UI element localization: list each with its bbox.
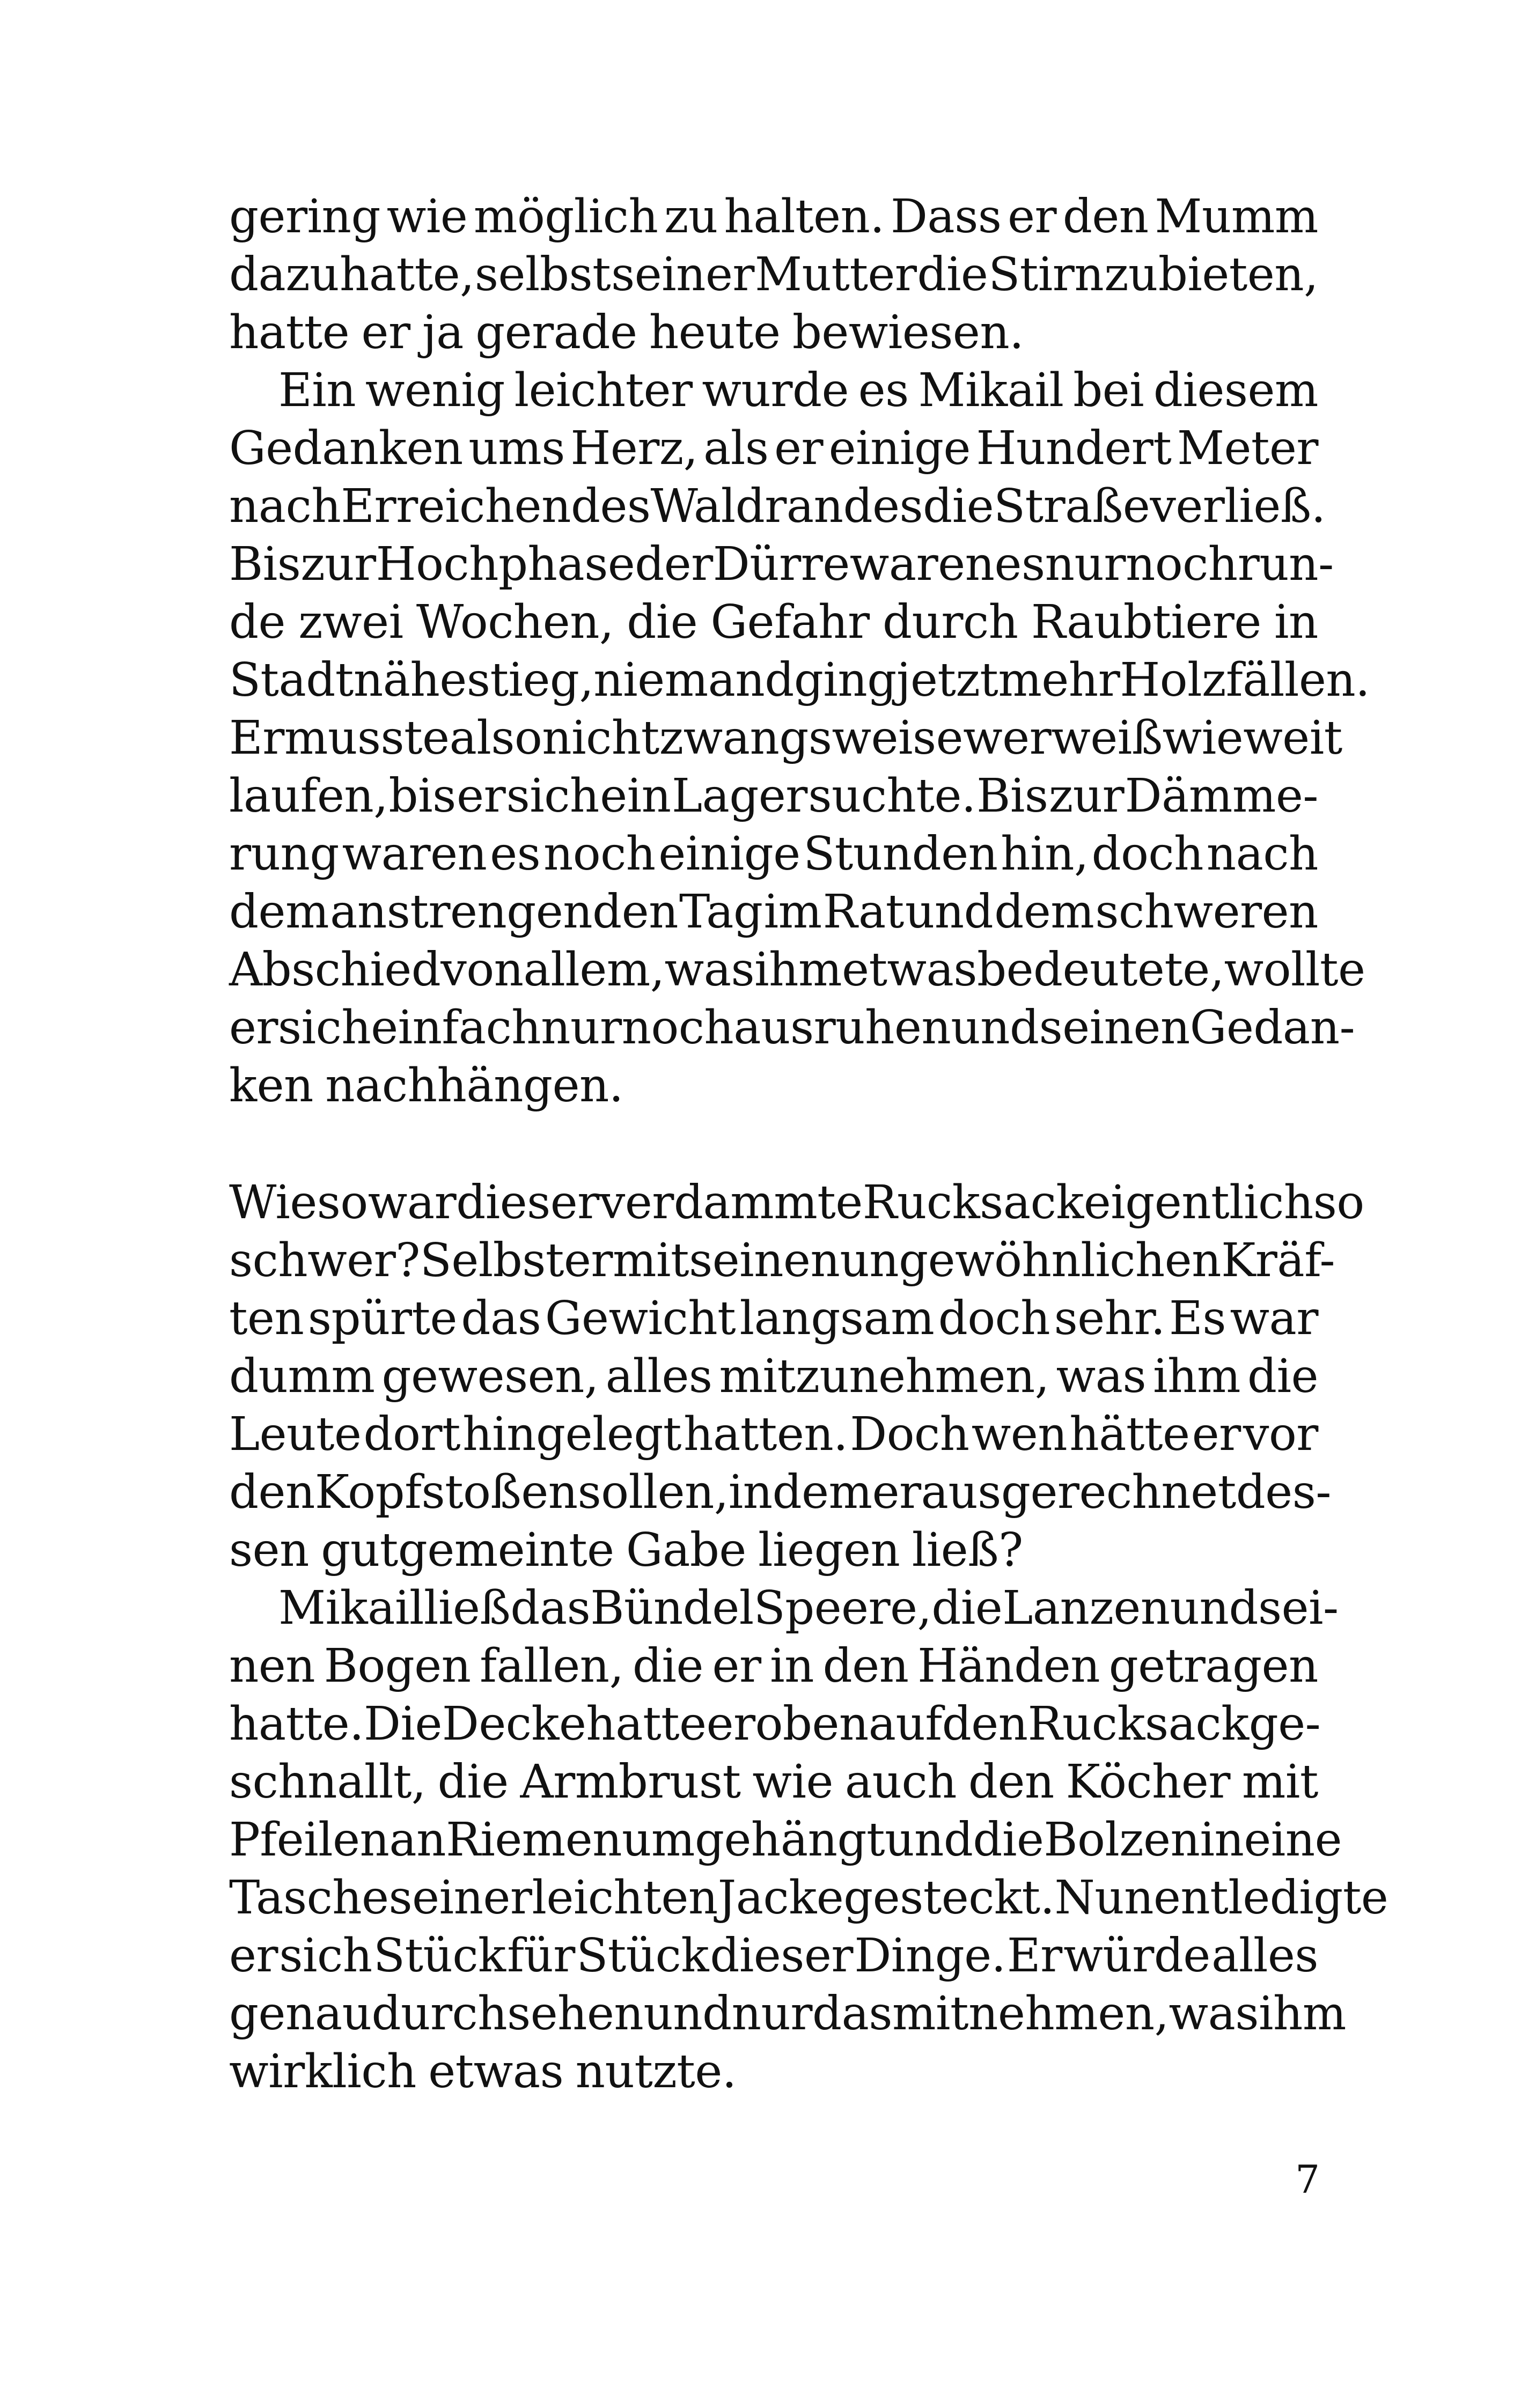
text-line: Wieso war dieser verdammte Rucksack eigentlich so [229, 1176, 1364, 1229]
text-line: schwer? Selbst er mit seinen ungewöhnlichen Kräf- [229, 1234, 1335, 1287]
text-line: sen gutgemeinte Gabe liegen ließ? [229, 1523, 1023, 1577]
text-line: Gedanken ums Herz, als er einige Hundert Meter [229, 422, 1318, 475]
text-line: den Kopf stoßen sollen, indem er ausgerechnet des- [229, 1466, 1331, 1519]
section-break [229, 1115, 1318, 1174]
text-line: dem anstrengenden Tag im Rat und dem schweren [229, 885, 1318, 939]
text-line: nen Bogen fallen, die er in den Händen getragen [229, 1639, 1318, 1693]
text-line: er sich Stück für Stück dieser Dinge. Er würde alles [229, 1929, 1318, 1983]
text-line: Er musste also nicht zwangsweise wer weiß wie weit [229, 711, 1342, 765]
paragraph [229, 1174, 1364, 1579]
text-line: Abschied von allem, was ihm etwas bedeutete, wollte [229, 943, 1365, 997]
text-line: Ein wenig leichter wurde es Mikail bei diesem [278, 364, 1318, 417]
text-line: genau durchsehen und nur das mitnehmen, was ihm [229, 1987, 1346, 2041]
text-line: dumm gewesen, alles mitzunehmen, was ihm die [229, 1350, 1318, 1403]
text-line: rung waren es noch einige Stunden hin, doch nach [229, 827, 1318, 881]
text-line: laufen, bis er sich ein Lager suchte. Bis zur Dämme- [229, 769, 1318, 823]
text-line: nach Erreichen des Waldrandes die Straße verließ. [229, 480, 1326, 533]
text-line: Mikail ließ das Bündel Speere, die Lanzen und sei- [278, 1581, 1339, 1635]
text-line: schnallt, die Armbrust wie auch den Köcher mit [229, 1755, 1318, 1809]
text-line: ten spürte das Gewicht langsam doch sehr. Es war [229, 1292, 1318, 1345]
page-number: 7 [1295, 2157, 1320, 2202]
text-line: wirklich etwas nutzte. [229, 2045, 737, 2098]
paragraph [229, 362, 1370, 1115]
text-line: er sich einfach nur noch ausruhen und seinen Gedan- [229, 1001, 1355, 1055]
paragraph [229, 1579, 1388, 2101]
text-line: hatte er ja gerade heute bewiesen. [229, 306, 1024, 359]
text-line: Stadtnähe stieg, niemand ging jetzt mehr Holz fällen. [229, 653, 1370, 707]
paragraph [229, 188, 1318, 362]
text-line: ken nachhängen. [229, 1059, 623, 1113]
text-line: de zwei Wochen, die Gefahr durch Raubtiere in [229, 595, 1318, 649]
text-line: Leute dort hingelegt hatten. Doch wen hätte er vor [229, 1408, 1318, 1461]
text-line: gering wie möglich zu halten. Dass er den Mumm [229, 190, 1318, 244]
text-line: Tasche seiner leichten Jacke gesteckt. Nun entledigte [229, 1871, 1388, 1925]
page-body [229, 188, 1388, 2101]
text-line: Pfeilen an Riemen umgehängt und die Bolzen in eine [229, 1813, 1342, 1867]
text-line: Bis zur Hochphase der Dürre waren es nur noch run- [229, 537, 1334, 591]
text-line: hatte. Die Decke hatte er oben auf den Rucksack ge- [229, 1697, 1321, 1751]
text-line: dazu hatte, selbst seiner Mutter die Stirn zu bieten, [229, 248, 1318, 301]
